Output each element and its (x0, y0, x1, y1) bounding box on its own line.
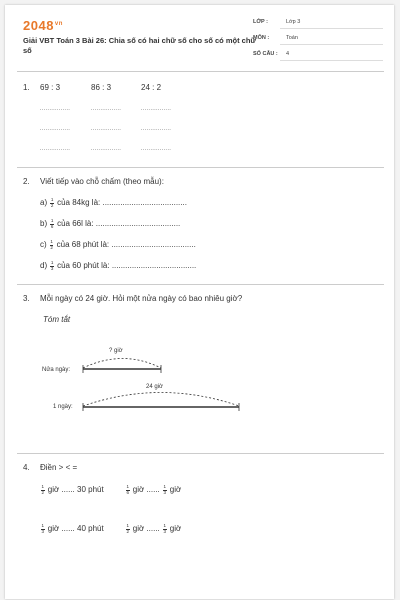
top-label: ? giờ (109, 348, 123, 354)
item-text: của 66l là: ...................................... (57, 219, 181, 229)
worksheet-page (5, 5, 394, 599)
fraction: $\frac{1}{3}$ (50, 260, 54, 271)
half-day-label: Nửa ngày: (42, 367, 71, 373)
subject-label: MÔN : (253, 35, 270, 41)
q2-item-b (40, 219, 180, 229)
fraction: $\frac{1}{2}$ (41, 484, 45, 495)
q2-item-c (40, 240, 196, 250)
fraction: $\frac{1}{3}$ (163, 484, 167, 495)
meta-divider (280, 60, 383, 61)
item-text: của 84kg là: ...................................... (57, 198, 187, 208)
fraction: $\frac{1}{2}$ (50, 239, 53, 250)
question-count-value: 4 (286, 51, 290, 57)
q1-expression-3: 24 : 2 (141, 83, 162, 92)
subject-value: Toán (286, 35, 298, 41)
logo-suffix: vn (54, 20, 63, 27)
fraction: $\frac{1}{3}$ (41, 523, 45, 534)
question-count-label: SỐ CÂU : (253, 51, 278, 57)
q4-prompt: Điền > < = (40, 463, 78, 472)
item-label: d) (40, 261, 48, 271)
answer-dots: ................ (91, 146, 122, 152)
q1-expression-1: 69 : 3 (40, 83, 61, 92)
q4-compare-c: $\frac{1}{3}$ giờ ...... 40 phút (41, 523, 104, 534)
class-value: Lớp 3 (286, 19, 301, 25)
item-label: c) (40, 240, 47, 250)
site-logo[interactable] (23, 18, 63, 33)
q1-number: 1. (23, 83, 30, 92)
question-separator (17, 167, 384, 168)
answer-dots: ................ (91, 106, 122, 112)
top-brace (83, 359, 161, 369)
q3-prompt: Mỗi ngày có 24 giờ. Hỏi một nửa ngày có bao nhiêu giờ? (40, 294, 243, 303)
q2-item-d (40, 261, 196, 271)
segment-diagram (5, 335, 394, 420)
fraction: $\frac{1}{2}$ (126, 523, 130, 534)
full-brace (83, 393, 239, 407)
answer-dots: ................ (40, 146, 71, 152)
question-separator (17, 453, 384, 454)
q4-compare-a: $\frac{1}{2}$ giờ ...... 30 phút (41, 484, 104, 495)
meta-divider (280, 28, 383, 29)
q3-summary-heading: Tóm tắt (43, 315, 71, 324)
header-separator (17, 71, 384, 72)
q4-number: 4. (23, 463, 30, 472)
fraction: $\frac{1}{6}$ (50, 218, 54, 229)
answer-dots: ................ (141, 146, 172, 152)
fraction: $\frac{1}{2}$ (50, 197, 54, 208)
answer-dots: ................ (91, 126, 122, 132)
item-label: b) (40, 219, 48, 229)
answer-dots: ................ (141, 106, 172, 112)
answer-dots: ................ (40, 126, 71, 132)
question-separator (17, 284, 384, 285)
fraction: $\frac{1}{6}$ (126, 484, 130, 495)
full-day-label: 1 ngày: (53, 404, 73, 410)
answer-dots: ................ (141, 126, 172, 132)
page-title: Giải VBT Toán 3 Bài 26: Chia số có hai chữ số cho số có một chữ số (23, 36, 256, 55)
class-label: LỚP : (253, 19, 268, 25)
full-day-top-label: 24 giờ (146, 384, 163, 390)
q2-item-a (40, 198, 187, 208)
q4-compare-b: $\frac{1}{6}$ giờ ...... $\frac{1}{3}$ giờ (126, 484, 182, 495)
item-label: a) (40, 198, 48, 208)
q1-expression-2: 86 : 3 (91, 83, 112, 92)
fraction: $\frac{1}{3}$ (163, 523, 167, 534)
q2-number: 2. (23, 177, 30, 186)
q2-prompt: Viết tiếp vào chỗ chấm (theo mẫu): (40, 177, 164, 186)
answer-dots: ................ (40, 106, 71, 112)
item-text: của 68 phút là: ...................................... (56, 240, 196, 250)
logo-text: 2048 (23, 18, 54, 33)
item-text: của 60 phút là: ...................................... (57, 261, 197, 271)
q4-compare-d: $\frac{1}{2}$ giờ ...... $\frac{1}{3}$ giờ (126, 523, 182, 534)
meta-divider (280, 44, 383, 45)
q3-number: 3. (23, 294, 30, 303)
